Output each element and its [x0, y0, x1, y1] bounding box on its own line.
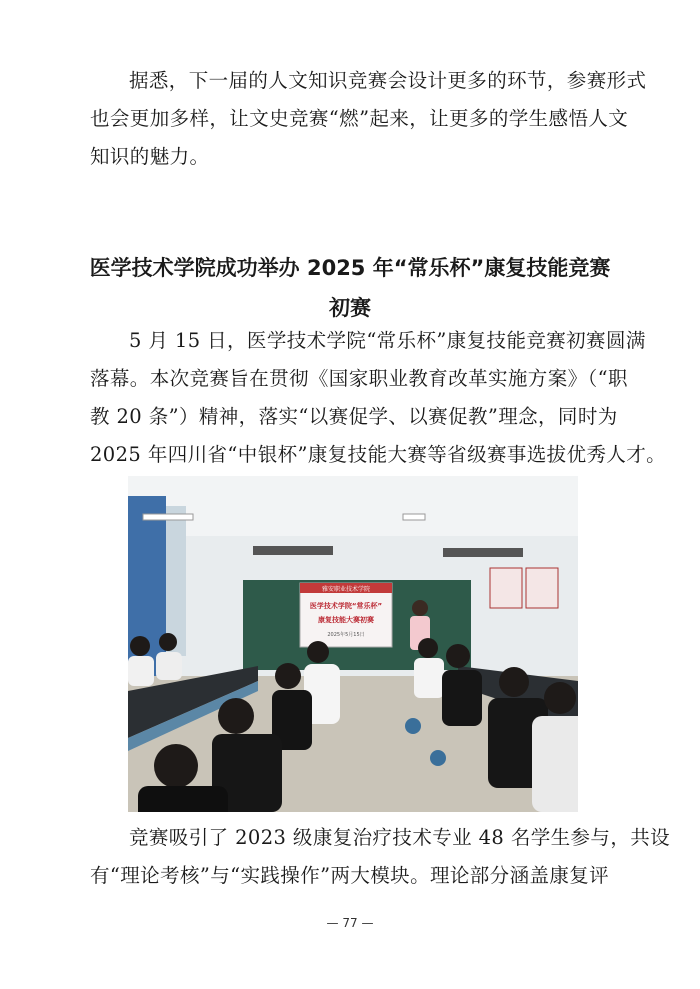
article-title-line-1: 医学技术学院成功举办 2025 年“常乐杯”康复技能竞赛	[89, 256, 611, 280]
classroom-illustration	[128, 476, 578, 812]
intro-line-3: 知识的魅力。	[90, 145, 210, 168]
screen-logo-text: 雅安职业技术学院	[321, 586, 371, 593]
intro-line-1: 据悉，下一届的人文知识竞赛会设计更多的环节，参赛形式	[129, 69, 647, 92]
article-title-line-2: 初赛	[329, 296, 371, 320]
body1-line-3: 教 20 条”）精神，落实“以赛促学、以赛促教”理念，同时为	[90, 405, 618, 428]
competition-photo	[128, 476, 578, 812]
screen-date: 2025年5月15日	[327, 632, 365, 638]
body1-line-1: 5 月 15 日，医学技术学院“常乐杯”康复技能竞赛初赛圆满	[129, 329, 646, 352]
intro-paragraph	[90, 62, 647, 176]
page-number: — 77 —	[326, 916, 374, 930]
body-paragraph-2	[90, 819, 671, 895]
body-paragraph-1	[90, 322, 667, 474]
screen-title-line-1: 医学技术学院“常乐杯”	[309, 602, 383, 610]
intro-line-2: 也会更加多样，让文史竞赛“燃”起来，让更多的学生感悟人文	[90, 107, 629, 130]
article-title	[60, 248, 640, 328]
body1-line-2: 落幕。本次竞赛旨在贯彻《国家职业教育改革实施方案》（“职	[90, 367, 628, 390]
body2-line-1: 竞赛吸引了 2023 级康复治疗技术专业 48 名学生参与，共设	[129, 826, 671, 849]
body1-line-4: 2025 年四川省“中银杯”康复技能大赛等省级赛事选拔优秀人才。	[90, 443, 667, 466]
body2-line-2: 有“理论考核”与“实践操作”两大模块。理论部分涵盖康复评	[90, 864, 610, 887]
screen-title-line-2: 康复技能大赛初赛	[318, 616, 374, 624]
